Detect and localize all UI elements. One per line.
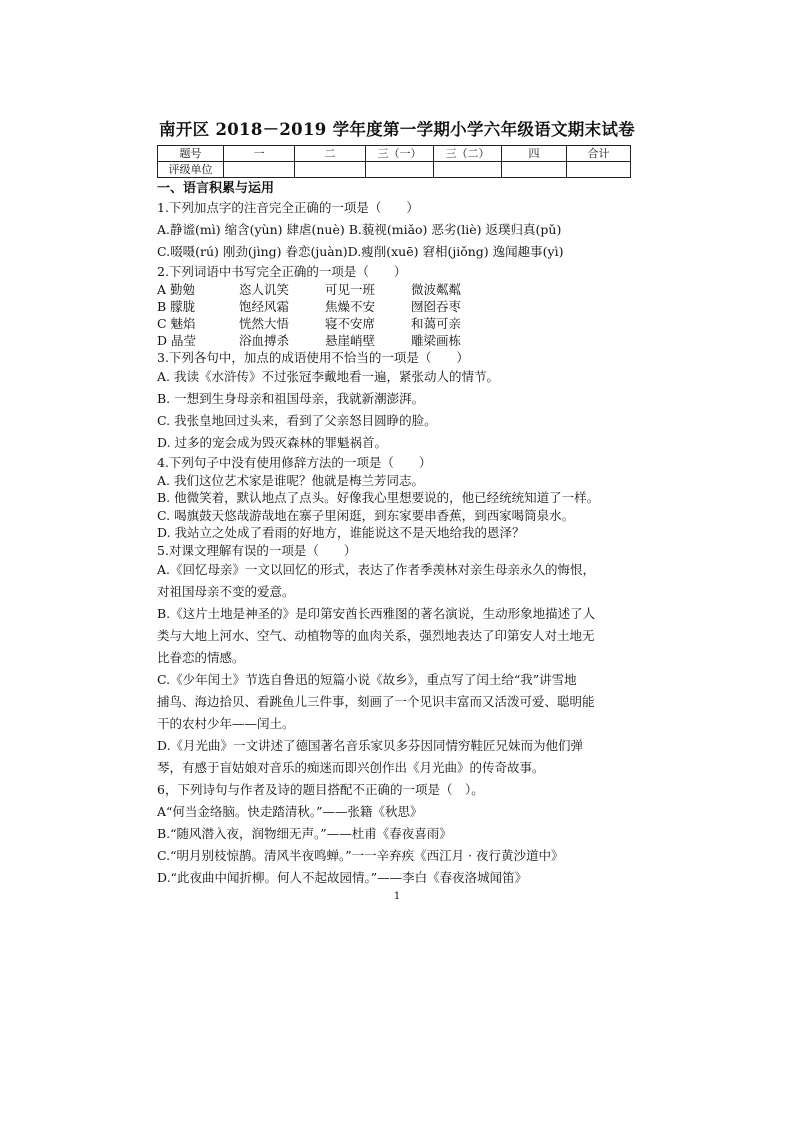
grader-label-cell: 评级单位 (158, 162, 224, 178)
question-stem: 4.下列句子中没有使用修辞方法的一项是（ ） (157, 455, 432, 470)
answer-option: B. 他微笑着，默认地点了点头。好像我心里想要说的，他已经统统知道了一样。 (157, 490, 600, 505)
question-stem: 3.下列各句中，加点的成语使用不恰当的一项是（ ） (157, 349, 469, 365)
answer-option-line: D.《月光曲》一文讲述了德国著名音乐家贝多芬因同情穷鞋匠兄妹而为他们弹 (157, 738, 584, 753)
word-cell: 恍然大悟 (239, 315, 290, 331)
word-cell: A 勤勉 (157, 281, 196, 297)
score-table-grader-row (158, 162, 631, 178)
answer-option-line: B.《这片土地是神圣的》是印第安酋长西雅图的著名演说，生动形象地描述了人 (157, 606, 596, 621)
answer-options-ab: A.静谧(mì) 缩含(yùn) 肆虐(nuè) B.藐视(miǎo) 恶劣(liè) 返璞归真(pǔ) (157, 222, 562, 237)
answer-options-cd: C.啜嗫(rú) 刚劲(jìng) 眷恋(juàn)D.瘦削(xuē) 窘相(jiǒng) 逸闻趣事(yì) (157, 244, 564, 259)
answer-option-line: A.《回忆母亲》一文以回忆的形式，表达了作者季羡林对亲生母亲永久的悔恨， (157, 562, 596, 577)
word-cell: D 晶莹 (157, 332, 196, 348)
answer-option-line: 对祖国母亲不变的爱意。 (157, 584, 295, 599)
word-cell: 悬崖峭壁 (325, 332, 376, 348)
score-cell (434, 162, 502, 178)
answer-option-line: 琴，有感于盲姑娘对音乐的痴迷而即兴创作出《月光曲》的传奇故事。 (157, 760, 545, 775)
word-cell: 寝不安席 (325, 315, 376, 331)
answer-option-line: 比眷恋的情感。 (157, 650, 245, 665)
answer-option: D. 过多的宠会成为毁灭森林的罪魁祸首。 (157, 435, 388, 450)
word-option-row (157, 281, 637, 298)
answer-option: B. 一想到生身母亲和祖国母亲，我就新潮澎湃。 (157, 391, 425, 406)
question-stem: 6，下列诗句与作者及诗的题目搭配不正确的一项是（ ）。 (157, 782, 484, 797)
word-cell: 饱经风霜 (239, 298, 290, 314)
word-cell: 焦燥不安 (325, 298, 376, 314)
score-header-cell: 三（一） (366, 146, 434, 162)
score-header-cell: 题号 (158, 146, 224, 162)
word-option-row (157, 315, 637, 332)
answer-option: C. 我张皇地回过头来，看到了父亲怒目圆睁的脸。 (157, 413, 437, 428)
section-heading: 一、语言积累与运用 (157, 181, 275, 196)
word-option-row (157, 332, 637, 349)
answer-option-line: C.《少年闰土》节选自鲁迅的短篇小说《故乡》，重点写了闰土给“我”讲雪地 (157, 672, 577, 687)
score-header-cell: 一 (224, 146, 295, 162)
score-cell (366, 162, 434, 178)
score-table (157, 145, 631, 178)
answer-option: A. 我读《水浒传》不过张冠李戴地看一遍，紧张动人的情节。 (157, 369, 499, 384)
word-cell: 可见一班 (325, 281, 376, 297)
score-cell (295, 162, 366, 178)
question-2 (157, 263, 637, 349)
answer-option-line: 类与大地上河水、空气、动植物等的血肉关系，强烈地表达了印第安人对土地无 (157, 628, 595, 643)
word-option-row (157, 298, 637, 315)
question-1 (157, 197, 637, 263)
word-cell: 雕梁画栋 (411, 332, 462, 348)
question-5 (157, 542, 637, 780)
score-table-header-row (158, 146, 631, 162)
answer-option-line: 捕鸟、海边拾贝、看跳鱼儿三件事，刻画了一个见识丰富而又活泼可爱、聪明能 (157, 694, 595, 709)
page-number: 1 (393, 891, 401, 902)
score-header-cell: 四 (502, 146, 567, 162)
word-cell: B 朦胧 (157, 298, 196, 314)
question-stem: 1.下列加点字的注音完全正确的一项是（ ） (157, 200, 419, 215)
exam-title: 南开区 2018－2019 学年度第一学期小学六年级语文期末试卷 (159, 120, 635, 139)
answer-option: A. 我们这位艺术家是谁呢？他就是梅兰芳同志。 (157, 472, 424, 488)
score-cell (224, 162, 295, 178)
word-cell: 囫囵吞枣 (411, 298, 462, 314)
question-4 (157, 454, 637, 542)
answer-option: D. 我站立之处成了看雨的好地方，谁能说这不是天地给我的恩泽？ (157, 525, 525, 540)
word-cell: 浴血搏杀 (239, 332, 290, 348)
question-stem: 5.对课文理解有误的一项是（ ） (157, 542, 357, 558)
answer-option: C. 喝旗鼓天悠哉游哉地在寨子里闲逛，到东家要串香蕉，到西家喝筒泉水。 (157, 507, 575, 523)
question-6 (157, 779, 637, 889)
question-3 (157, 349, 637, 455)
answer-option: D.“此夜曲中闻折柳。何人不起故园情。”——李白《春夜洛城闻笛》 (157, 870, 528, 885)
answer-option: A“何当金络脑。快走踏清秋。”——张籍《秋思》 (157, 804, 423, 819)
question-stem: 2.下列词语中书写完全正确的一项是（ ） (157, 264, 407, 279)
word-cell: C 魅焰 (157, 315, 196, 331)
score-cell (567, 162, 631, 178)
score-cell (502, 162, 567, 178)
answer-option: B.“随风潜入夜，润物细无声。”——杜甫《春夜喜雨》 (157, 826, 452, 841)
score-header-cell: 合计 (567, 146, 631, 162)
word-cell: 微波粼粼 (411, 281, 462, 297)
score-header-cell: 三（二） (434, 146, 502, 162)
answer-option-line: 干的农村少年——闰土。 (157, 716, 295, 731)
word-cell: 和蔼可亲 (411, 315, 462, 331)
word-cell: 恣人讥笑 (239, 281, 290, 297)
exam-content (157, 180, 637, 889)
score-header-cell: 二 (295, 146, 366, 162)
answer-option: C.“明月别枝惊鹊。清风半夜鸣蝉。”一一辛弃疾《西江月 · 夜行黄沙道中》 (157, 848, 564, 863)
